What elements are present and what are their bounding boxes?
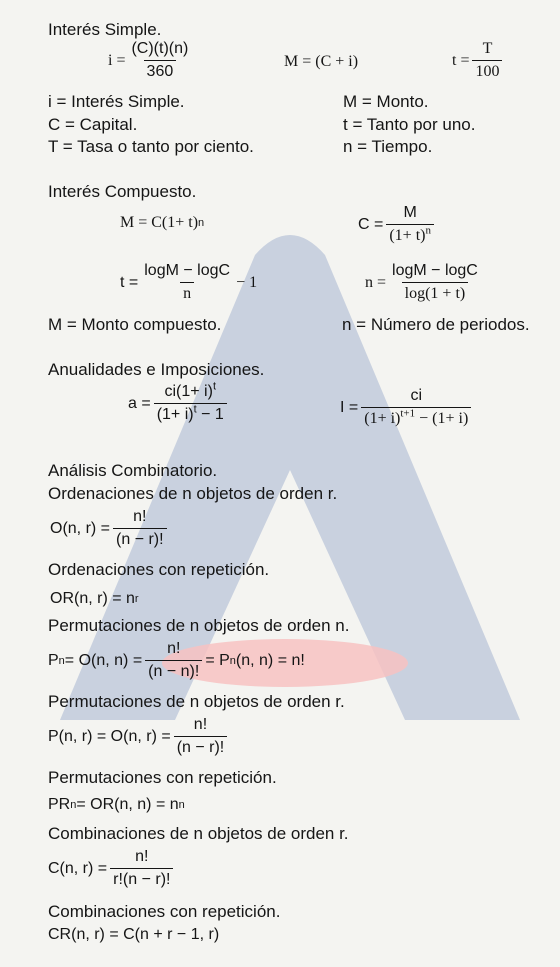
formula-lhs: n = bbox=[365, 273, 387, 291]
formula-lhs: P(n, r) = O(n, r) = bbox=[48, 727, 171, 745]
title-permutaciones-r: Permutaciones de n objetos de orden r. bbox=[48, 692, 345, 711]
title-permutaciones-repeticion: Permutaciones con repetición. bbox=[48, 768, 277, 787]
formula-m-simple: M = (C + i) bbox=[284, 53, 359, 70]
formula-lhs: t = bbox=[120, 273, 139, 291]
formula-lhs: C = bbox=[358, 215, 384, 233]
numerator: n! bbox=[135, 848, 149, 865]
fraction bbox=[472, 40, 502, 81]
formula-ordenaciones-repeticion: OR(n, r) = n r bbox=[50, 590, 139, 607]
formula-lhs: C(n, r) = bbox=[48, 859, 108, 877]
numerator: ci bbox=[410, 387, 423, 404]
formula-c-compuesto bbox=[358, 204, 437, 245]
fraction bbox=[141, 262, 233, 303]
formula-anualidad bbox=[128, 380, 230, 424]
denominator-tail: − 1 bbox=[196, 406, 224, 423]
denominator: 100 bbox=[472, 60, 502, 81]
denominator bbox=[386, 224, 434, 245]
def-t: t = Tanto por uno. bbox=[343, 115, 476, 134]
def-monto-compuesto: M = Monto compuesto. bbox=[48, 315, 222, 334]
formula-combinaciones bbox=[48, 848, 176, 889]
formula-lhs: t = bbox=[452, 51, 470, 69]
def-i: i = Interés Simple. bbox=[48, 92, 185, 111]
numerator: (C)(t)(n) bbox=[131, 40, 189, 57]
def-n: n = Tiempo. bbox=[343, 137, 433, 156]
fraction bbox=[128, 40, 191, 81]
fraction bbox=[361, 387, 471, 428]
denominator: (n − r)! bbox=[113, 528, 167, 549]
numerator: n! bbox=[133, 508, 147, 525]
numerator: n! bbox=[193, 716, 208, 733]
numerator: M bbox=[403, 204, 417, 221]
heading-interes-simple: Interés Simple. bbox=[48, 20, 162, 39]
denominator-base: (1+ t) bbox=[389, 227, 426, 244]
formula-base: OR(n, r) = n bbox=[50, 590, 135, 607]
denominator bbox=[154, 403, 227, 424]
formula-imposicion bbox=[340, 387, 474, 428]
denominator: (n − r)! bbox=[174, 736, 228, 757]
heading-analisis-combinatorio: Análisis Combinatorio. bbox=[48, 461, 218, 480]
formula-eq: = P bbox=[205, 651, 230, 669]
symbol-p: P bbox=[48, 651, 59, 669]
fraction bbox=[154, 380, 227, 424]
formula-m-compuesto: M = C(1+ t) n bbox=[120, 214, 205, 231]
def-numero-periodos: n = Número de periodos. bbox=[342, 315, 530, 334]
title-combinaciones: Combinaciones de n objetos de orden r. bbox=[48, 824, 349, 843]
title-permutaciones-n: Permutaciones de n objetos de orden n. bbox=[48, 616, 350, 635]
denominator: (n − n)! bbox=[145, 660, 202, 681]
numerator: logM − logC bbox=[392, 262, 478, 279]
formula-i-simple bbox=[108, 40, 194, 81]
fraction bbox=[174, 716, 228, 757]
formula-lhs: i = bbox=[108, 51, 126, 69]
fraction bbox=[145, 640, 202, 681]
formula-t-simple bbox=[452, 40, 505, 81]
fraction bbox=[386, 204, 434, 245]
formula-t-compuesto bbox=[120, 262, 257, 303]
formula-mid: = OR(n, n) = n bbox=[76, 796, 179, 813]
numerator: n! bbox=[167, 640, 181, 657]
formula-mid: = O(n, n) = bbox=[64, 651, 143, 669]
formula-base: M = C(1+ t) bbox=[120, 214, 199, 231]
denominator bbox=[361, 407, 471, 428]
numerator: logM − logC bbox=[144, 262, 231, 279]
exponent: n bbox=[425, 224, 431, 237]
denominator: n bbox=[180, 282, 194, 303]
formula-lhs: O(n, r) = bbox=[50, 519, 111, 537]
exponent: t bbox=[212, 380, 216, 393]
formula-permutaciones-r bbox=[48, 716, 230, 757]
formula-tail: − 1 bbox=[236, 273, 258, 291]
formula-lhs: a = bbox=[128, 394, 151, 412]
formula-permutaciones-n: P n = O(n, n) = $\frac{n!}{(n - n)!}$ = P n (n, n) = n! bbox=[48, 640, 305, 680]
formula-lhs: I = bbox=[340, 398, 359, 416]
denominator: 360 bbox=[144, 60, 177, 81]
numerator-base: ci(1+ i) bbox=[164, 383, 213, 400]
def-m: M = Monto. bbox=[343, 92, 429, 111]
title-ordenaciones-repeticion: Ordenaciones con repetición. bbox=[48, 560, 270, 579]
formula-n-compuesto bbox=[365, 262, 484, 303]
symbol-pr: PR bbox=[48, 796, 71, 813]
formula-combinaciones-repeticion: CR(n, r) = C(n + r − 1, r) bbox=[48, 926, 220, 943]
fraction bbox=[113, 508, 167, 549]
denominator-base: (1+ i) bbox=[364, 410, 401, 427]
denominator-tail: − (1+ i) bbox=[415, 410, 469, 427]
title-ordenaciones: Ordenaciones de n objetos de orden r. bbox=[48, 484, 338, 503]
numerator: T bbox=[482, 40, 493, 57]
exponent: t bbox=[193, 403, 197, 416]
fraction bbox=[389, 262, 481, 303]
formula-permutaciones-repeticion: PR n = OR(n, n) = n n bbox=[48, 796, 185, 813]
exponent: t+1 bbox=[400, 407, 416, 420]
denominator: log(1 + t) bbox=[402, 282, 469, 303]
fraction bbox=[110, 848, 173, 889]
heading-anualidades: Anualidades e Imposiciones. bbox=[48, 360, 265, 379]
def-tasa: T = Tasa o tanto por ciento. bbox=[48, 137, 254, 156]
denominator: r!(n − r)! bbox=[110, 868, 173, 889]
def-c: C = Capital. bbox=[48, 115, 138, 134]
heading-interes-compuesto: Interés Compuesto. bbox=[48, 182, 197, 201]
title-combinaciones-repeticion: Combinaciones con repetición. bbox=[48, 902, 281, 921]
denominator-base: (1+ i) bbox=[156, 406, 194, 423]
numerator bbox=[161, 380, 219, 403]
formula-tail: (n, n) = n! bbox=[235, 651, 305, 669]
formula-ordenaciones bbox=[50, 508, 170, 549]
